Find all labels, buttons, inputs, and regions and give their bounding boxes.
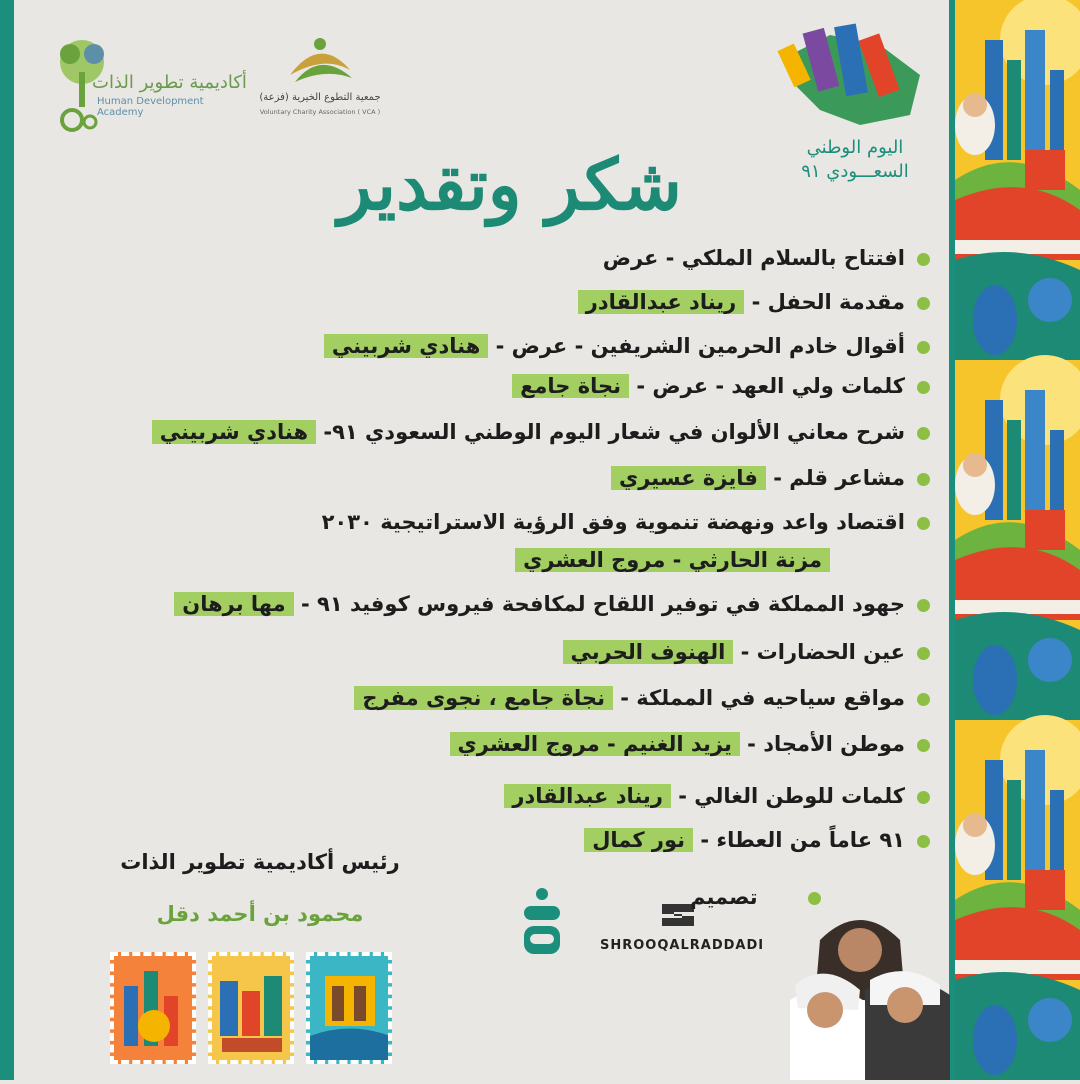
item-text: موطن الأمجاد - [747, 732, 905, 756]
list-item [504, 784, 930, 808]
bullet-icon [917, 693, 930, 706]
national-day-logo [770, 15, 940, 185]
vca-name-en: Voluntary Charity Association ( VCA ) [259, 108, 381, 116]
bullet-icon [917, 473, 930, 486]
stamp-image [110, 952, 196, 1064]
academy-name-ar: أكاديمية تطوير الذات [92, 72, 247, 93]
list-item [322, 510, 930, 534]
president-title: رئيس أكاديمية تطوير الذات [120, 850, 400, 874]
list-item [584, 828, 930, 852]
list-item [515, 548, 830, 572]
list-item [450, 732, 930, 756]
item-name: نجاة جامع [512, 374, 629, 398]
list-item [563, 640, 930, 664]
item-name: هنادي شربيني [324, 334, 488, 358]
national-day-line2: السعـــودي ٩١ [801, 161, 909, 182]
bullet-icon [917, 739, 930, 752]
item-name: نور كمال [584, 828, 693, 852]
item-text: اقتصاد واعد ونهضة تنموية وفق الرؤية الاستراتيجية ٢٠٣٠ [321, 510, 905, 534]
item-name: مزنة الحارثي - مروج العشري [515, 548, 830, 572]
item-name: ريناد عبدالقادر [504, 784, 671, 808]
national-day-line1: اليوم الوطني [806, 137, 904, 158]
item-text: مقدمة الحفل - [751, 290, 905, 314]
item-text: عين الحضارات - [740, 640, 905, 664]
item-name: هنادي شربيني [152, 420, 316, 444]
leaders-portrait-image [780, 880, 960, 1080]
list-item [611, 466, 930, 490]
item-text: مشاعر قلم - [773, 466, 905, 490]
list-item [354, 686, 930, 710]
snapchat-icon [520, 888, 564, 958]
page-title: شكر وتقدير [338, 143, 682, 226]
item-text: أقوال خادم الحرمين الشريفين - عرض - [495, 334, 905, 358]
item-name: يزيد الغنيم - مروج العشري [450, 732, 740, 756]
item-text: جهود المملكة في توفير اللقاح لمكافحة فيروس كوفيد ٩١ - [300, 592, 905, 616]
item-text: ٩١ عاماً من العطاء - [700, 828, 905, 852]
bullet-icon [917, 835, 930, 848]
stamp-image [306, 952, 392, 1064]
list-item [152, 420, 930, 444]
list-item [324, 334, 930, 358]
item-name: نجاة جامع ، نجوى مفرج [354, 686, 613, 710]
bullet-icon [917, 427, 930, 440]
president-name: محمود بن أحمد دقل [156, 902, 364, 926]
item-text: شرح معاني الألوان في شعار اليوم الوطني السعودي ٩١- [323, 420, 905, 444]
item-name: ريناد عبدالقادر [578, 290, 745, 314]
item-name: فايزة عسيري [611, 466, 766, 490]
designer-name: SHROOQALRADDADI [600, 938, 765, 953]
item-name: الهنوف الحربي [563, 640, 734, 664]
academy-name-en: Human Development Academy [97, 96, 204, 118]
item-text: كلمات للوطن الغالي - [678, 784, 905, 808]
list-item [174, 592, 930, 616]
design-label: تصميم [690, 885, 758, 909]
bullet-icon [917, 791, 930, 804]
item-name: مها برهان [174, 592, 293, 616]
bullet-icon [917, 599, 930, 612]
list-item [603, 246, 930, 270]
item-text: كلمات ولي العهد - عرض - [636, 374, 905, 398]
vca-name-ar: جمعية التطوع الخيرية (فزعة) [259, 92, 381, 103]
left-accent-bar [0, 0, 14, 1080]
item-text: افتتاح بالسلام الملكي - عرض [602, 246, 905, 270]
list-item [512, 374, 930, 398]
bullet-icon [917, 253, 930, 266]
stamp-image [208, 952, 294, 1064]
item-text: مواقع سياحيه في المملكة - [620, 686, 905, 710]
academy-logo [52, 32, 252, 142]
list-item [578, 290, 930, 314]
decorative-art-band [955, 0, 1080, 1080]
bullet-icon [917, 381, 930, 394]
bullet-icon [917, 647, 930, 660]
vca-logo [255, 30, 385, 125]
bullet-icon [917, 341, 930, 354]
bullet-icon [917, 517, 930, 530]
bullet-icon [917, 297, 930, 310]
